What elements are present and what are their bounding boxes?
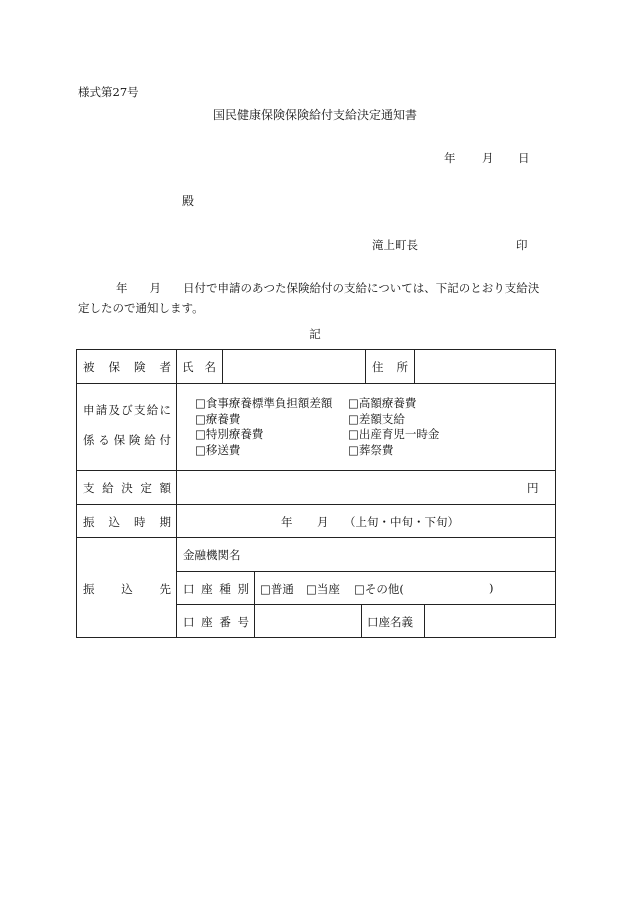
- benefit-option-diff-payment[interactable]: □差額支給: [348, 411, 405, 426]
- account-holder-field[interactable]: [425, 605, 555, 637]
- benefit-option-childbirth[interactable]: □出産育児一時金: [348, 427, 440, 441]
- benefit-option-funeral[interactable]: □葬祭費: [348, 442, 394, 457]
- bank-name-field[interactable]: [255, 538, 555, 571]
- benefit-label-line-2: 係 る 保 険 給 付: [83, 433, 171, 447]
- insured-label: 被 保 険 者: [83, 360, 171, 374]
- name-field[interactable]: [223, 350, 365, 383]
- notice-line1-text: 日付で申請のあつた保険給付の支給については、下記のとおり支給決: [183, 281, 540, 295]
- benefit-option-meal-diff[interactable]: □食事療養標準負担額差額: [195, 396, 333, 410]
- notice-body: [78, 278, 558, 318]
- benefit-option-transport[interactable]: □移送費: [195, 442, 241, 457]
- benefit-options[interactable]: [195, 396, 439, 458]
- notice-body-line-2: 定したので通知します。: [78, 301, 204, 315]
- benefit-option-high-cost[interactable]: □高額療養費: [348, 396, 417, 410]
- issuer-name: 滝上町長: [372, 238, 418, 252]
- ki-label: 記: [309, 327, 321, 341]
- seal-label: 印: [516, 238, 528, 252]
- benefit-option-row: [195, 443, 439, 459]
- benefit-option-row: [195, 412, 439, 428]
- benefit-option-medical[interactable]: □療養費: [195, 411, 241, 426]
- document-title: 国民健康保険保険給付支給決定通知書: [212, 108, 417, 122]
- name-label: 氏 名: [182, 360, 216, 374]
- benefit-option-row: [195, 396, 439, 412]
- notice-year-label: 年: [116, 281, 128, 295]
- benefit-option-special-medical[interactable]: □特別療養費: [195, 427, 264, 441]
- date-month-label: 月: [482, 151, 494, 165]
- timing-year-label: 年: [281, 515, 293, 529]
- timing-label: 振 込 時 期: [83, 515, 171, 529]
- account-type-normal[interactable]: □普通: [260, 582, 294, 596]
- date-day-label: 日: [518, 151, 530, 165]
- account-type-label: 口 座 種 別: [183, 582, 249, 596]
- yen-unit: 円: [527, 481, 539, 495]
- account-number-label: 口 座 番 号: [183, 615, 249, 629]
- address-label: 住 所: [372, 360, 408, 374]
- account-type-other[interactable]: □その他(: [354, 582, 404, 596]
- bank-name-label: 金融機関名: [183, 548, 241, 562]
- date-year-label: 年: [444, 151, 456, 165]
- benefit-label-line-1: 申 請 及 び 支 給 に: [83, 403, 171, 417]
- destination-label: 振 込 先: [83, 582, 171, 596]
- account-type-current[interactable]: □当座: [306, 582, 340, 596]
- account-holder-label: 口座名義: [367, 615, 413, 629]
- form-number: 様式第27号: [78, 85, 139, 99]
- address-field[interactable]: [415, 350, 555, 383]
- addressee-suffix: 殿: [182, 194, 195, 208]
- amount-field[interactable]: [177, 471, 555, 504]
- amount-label: 支 給 決 定 額: [83, 481, 171, 495]
- notice-month-label: 月: [149, 281, 161, 295]
- account-type-other-close: ): [489, 581, 494, 595]
- timing-period: （上旬・中旬・下旬）: [344, 515, 459, 529]
- account-number-field[interactable]: [255, 605, 361, 637]
- benefit-option-row: [195, 427, 439, 443]
- benefit-decision-table: [76, 349, 556, 638]
- notice-body-line-1: [78, 278, 558, 298]
- timing-month-label: 月: [317, 515, 329, 529]
